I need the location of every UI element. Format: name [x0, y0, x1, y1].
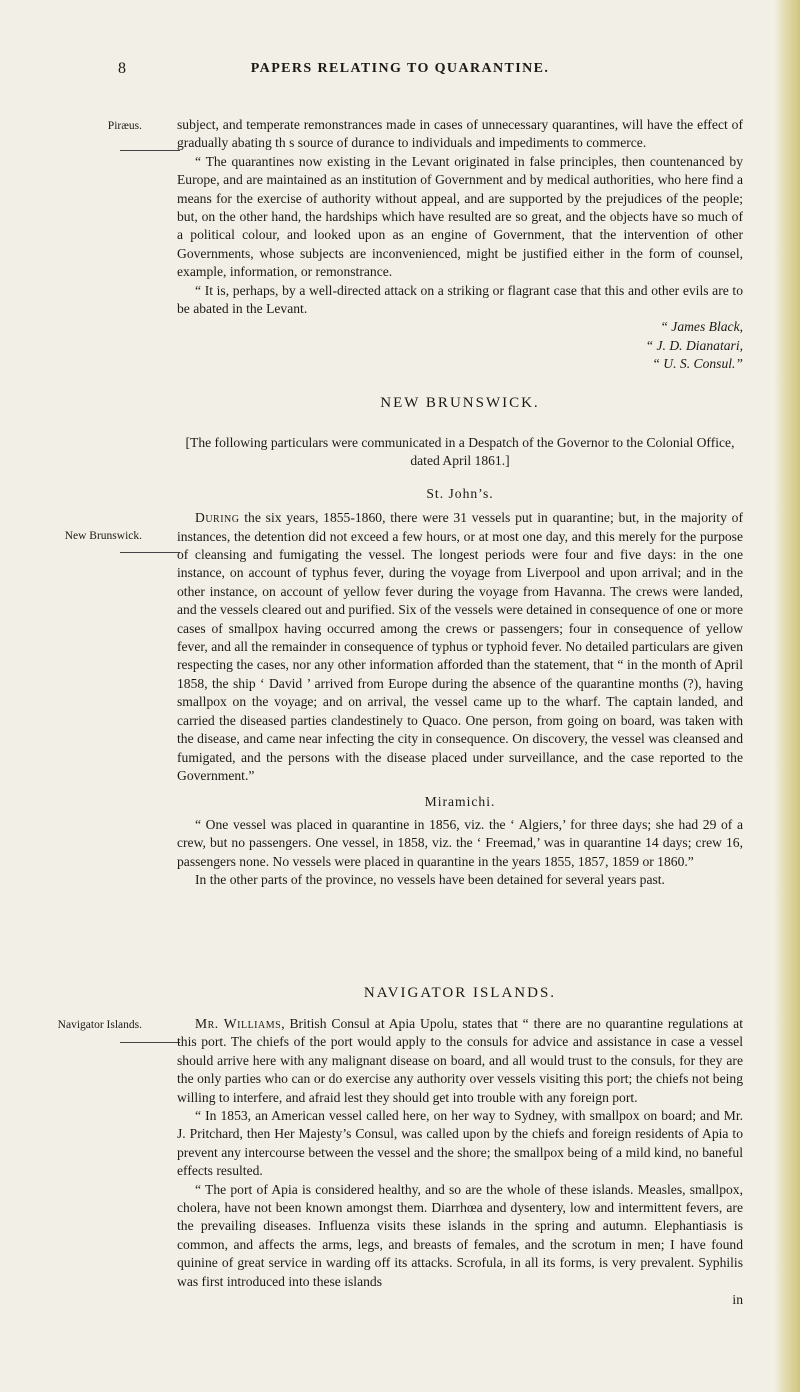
- margin-note-new-brunswick: New Brunswick.: [64, 530, 142, 542]
- lead-word: During: [195, 510, 240, 526]
- lead-word: Mr. Williams: [195, 1016, 282, 1031]
- paragraph-body: , British Consul at Apia Upolu, states that “ there are no quarantine regulations at this port. The chiefs of the port would apply to the consuls for advice and assistance in case a vessel should arrive here with any malignant disease on board, and all would trust to the consuls, for they are the only parties who can or do exercise any authority over vessels visiting this port; the chiefs not being willing to interfere, and afraid lest they should get into trouble with any foreign port.: [177, 1016, 743, 1105]
- signature-title: “ U. S. Consul.”: [652, 356, 743, 372]
- margin-rule: [120, 1042, 180, 1043]
- paragraph: “ One vessel was placed in quarantine in 1856, viz. the ‘ Algiers,’ for three days; she had 29 of a crew, but no passengers. One vessel, in 1858, viz. the ‘ Freemad,’ was in quarantine 14 days; crew 16, passengers none. No vessels were placed in quarantine in the years 1855, 1857, 1859 or 1860.”: [177, 816, 743, 869]
- page-number: 8: [118, 60, 126, 77]
- page-header: [0, 60, 800, 84]
- paragraph: In the other parts of the province, no vessels have been detained for several years past.: [195, 871, 665, 887]
- subheading-miramichi: Miramichi.: [424, 794, 496, 810]
- margin-note-piraeus: Piræus.: [107, 120, 142, 132]
- paragraph: [177, 1015, 743, 1107]
- navigator-islands-section: [177, 1015, 743, 1310]
- paragraph: [177, 509, 743, 785]
- section-heading-new-brunswick: NEW BRUNSWICK.: [380, 395, 540, 411]
- margin-rule: [120, 150, 180, 151]
- paragraph: “ It is, perhaps, by a well-directed attack on a striking or flagrant case that this and other evils are to be abated in the Levant.: [177, 282, 743, 317]
- margin-note-navigator-islands: Navigator Islands.: [57, 1019, 142, 1031]
- catchword: in: [732, 1292, 743, 1308]
- margin-rule: [120, 552, 180, 553]
- subheading-st-johns: St. John’s.: [426, 485, 494, 501]
- signature-name: “ James Black,: [660, 319, 743, 335]
- paragraph: “ The quarantines now existing in the Levant originated in false principles, then countenanced by Europe, and are maintained as an institution of Government and by medical authorities, who here find a means for the exercise of authority without appeal, and are supported by the prejudices of the people; but, on the other hand, the hardships which have resulted are so great, and the objects have so much of a political colour, and looked upon as an engine of Government, that the intervention of other Governments, whose subjects are inconvenienced, might be justified either in the form of counsel, example, information, or remonstrance.: [177, 153, 743, 280]
- piraeus-section: [177, 116, 743, 374]
- signature-name: “ J. D. Dianatari,: [645, 337, 743, 353]
- paragraph: “ In 1853, an American vessel called here, on her way to Sydney, with smallpox on board; and Mr. J. Pritchard, then Her Majesty’s Consul, was called upon by the chiefs and foreign residents of Apia to prevent any intercourse between the vessel and the shore; the smallpox being of a mild kind, no baneful effects resulted.: [177, 1108, 743, 1179]
- page-edge: [774, 0, 800, 1392]
- new-brunswick-section: [177, 434, 743, 889]
- running-title: PAPERS RELATING TO QUARANTINE.: [250, 61, 550, 76]
- paragraph: subject, and temperate remonstrances made in cases of unnecessary quarantines, will have the effect of gradually abating th s source of durance to individuals and impediments to commerce.: [177, 117, 743, 151]
- editorial-note: [The following particulars were communicated in a Despatch of the Governor to the Colonial Office, dated April 1861.]: [185, 435, 735, 469]
- section-heading-navigator-islands: NAVIGATOR ISLANDS.: [363, 985, 557, 1001]
- paragraph: “ The port of Apia is considered healthy, and so are the whole of these islands. Measles, smallpox, cholera, have not been known amongst them. Diarrhœa and dysentery, low and intermittent fevers, are the prevailing diseases. Influenza visits these islands in the spring and autumn. Elephantiasis is common, and affects the arms, legs, and breasts of females, and the scrotum in men; I have found quinine of great service in warding off its attacks. Scrofula, in all its forms, is very prevalent. Syphilis was first introduced into these islands: [177, 1181, 743, 1289]
- paragraph-body: the six years, 1855-1860, there were 31 vessels put in quarantine; but, in the majority of instances, the detention did not exceed a few hours, or at most one day, and this merely for the purpose of cleansing and fumigating the vessel. The longest periods were four and five days: in the one instance, on account of typhus fever, during the voyage from Liverpool and upon arrival; and in the other instance, on account of yellow fever during the voyage from Havanna. The crews were landed, and the vessels cleared out and purified. Six of the vessels were detained in consequence of one or more cases of smallpox having occurred among the crews or passengers; four in consequence of yellow fever, and all the remainder in consequence of typhus or typhoid fever. No detailed particulars are given respecting the cases, nor any other information afforded than the statement, that “ in the month of April 1858, the ship ‘ David ’ arrived from Europe during the absence of the quarantine months (?), having smallpox on the voyage; and on arrival, the vessel came up to the wharf. The captain landed, and carried the diseased parties clandestinely to Quaco. One person, from going on board, was taken with the disease, and came near infecting the city in consequence. On discovery, the vessel was cleansed and fumigated, and the persons with the disease placed under surveillance, and the case reported to the Government.”: [177, 510, 743, 783]
